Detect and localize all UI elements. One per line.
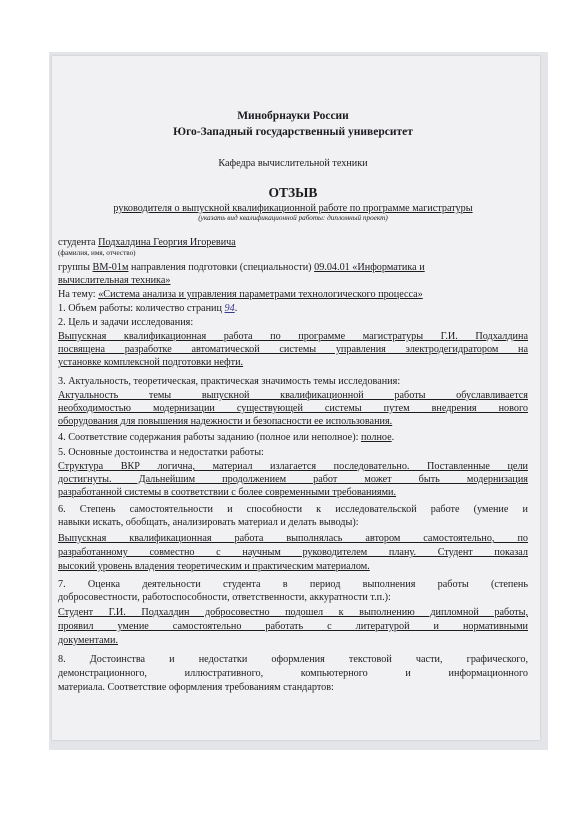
pros-text: достигнуты. Дальнейшим продолжением работ может быть модернизация	[58, 474, 528, 485]
document-title: ОТЗЫВ	[268, 186, 318, 199]
activity-heading: добросовестности, работоспособности, ответственности, аккуратности т.п.):	[58, 592, 391, 603]
pros-heading: 5. Основные достоинства и недостатки работы:	[58, 447, 264, 458]
goals-text: Выпускная квалификационная работа по программе магистратуры Г.И. Подхалдина	[58, 331, 528, 342]
topic-line: На тему: «Система анализа и управления параметрами технологического процесса»	[58, 289, 423, 300]
goals-heading: 2. Цель и задачи исследования:	[58, 317, 194, 328]
independence-text: разработанному совместно с научным руководителем плану. Студент показал	[58, 547, 528, 558]
direction-continuation: вычислительная техника»	[58, 275, 171, 286]
activity-text: проявил умение самостоятельно работать с литературой и нормативными	[58, 621, 528, 632]
topic-text: «Система анализа и управления параметрами технологического процесса»	[98, 289, 423, 300]
relevance-text: Актуальность темы выпускной квалификационной работы обуславливается	[58, 390, 528, 401]
student-line: студента Подхалдина Георгия Игоревича	[58, 237, 236, 248]
relevance-text: оборудования для повышения надежности и безопасности ее использования.	[58, 416, 393, 427]
student-name: Подхалдина Георгия Игоревича	[98, 237, 236, 248]
page-count: 94	[224, 303, 235, 314]
student-name-note: (фамилия, имя, отчество)	[58, 249, 136, 257]
volume-line: 1. Объем работы: количество страниц 94.	[58, 303, 238, 314]
independence-text: высокий уровень владения теоретическим и практическим материалом.	[58, 561, 370, 572]
independence-heading: 6. Степень самостоятельности и способности к исследовательской работе (умение и	[58, 504, 528, 515]
university-name: Юго-Западный государственный университет	[173, 126, 413, 138]
ministry-name: Минобрнауки России	[237, 110, 349, 122]
design-heading: демонстрационного, иллюстративного, компьютерного и информационного	[58, 668, 528, 679]
direction-value: 09.04.01 «Информатика и	[314, 262, 425, 273]
pros-text: разработанной системы в соответствии с более современными требованиями.	[58, 487, 397, 498]
group-line: группы ВМ-01м направления подготовки (специальности) 09.04.01 «Информатика и	[58, 262, 425, 273]
relevance-text: необходимостью модернизации существующей системы путем внедрения нового	[58, 403, 528, 414]
group-value: ВМ-01м	[92, 262, 129, 273]
goals-text: посвящена разработке автоматической системы управления электродегидратором на	[58, 344, 528, 355]
design-heading: материала. Соответствие оформления требованиям стандартов:	[58, 682, 334, 693]
subtitle-note: (указать вид квалификационной работы: дипломный проект)	[198, 214, 388, 222]
independence-text: Выпускная квалификационная работа выполнялась автором самостоятельно, по	[58, 533, 528, 544]
activity-heading: 7. Оценка деятельности студента в период выполнения работы (степень	[58, 579, 528, 590]
department-name: Кафедра вычислительной техники	[218, 158, 368, 169]
compliance-value: полное	[360, 432, 392, 443]
goals-text: установке комплексной подготовки нефти.	[58, 357, 244, 368]
relevance-heading: 3. Актуальность, теоретическая, практическая значимость темы исследования:	[58, 376, 401, 387]
independence-heading: навыки искать, обобщать, анализировать материал и делать выводы):	[58, 517, 359, 528]
compliance-line: 4. Соответствие содержания работы заданию (полное или неполное): полное.	[58, 432, 395, 443]
design-heading: 8. Достоинства и недостатки оформления текстовой части, графического,	[58, 654, 528, 665]
activity-text: документами.	[58, 635, 119, 646]
pros-text: Структура ВКР логична, материал излагается последовательно. Поставленные цели	[58, 461, 528, 472]
activity-text: Студент Г.И. Подхалдин добросовестно подошел к выполнению дипломной работы,	[58, 607, 528, 618]
document-subtitle: руководителя о выпускной квалификационной работе по программе магистратуры	[113, 203, 473, 214]
